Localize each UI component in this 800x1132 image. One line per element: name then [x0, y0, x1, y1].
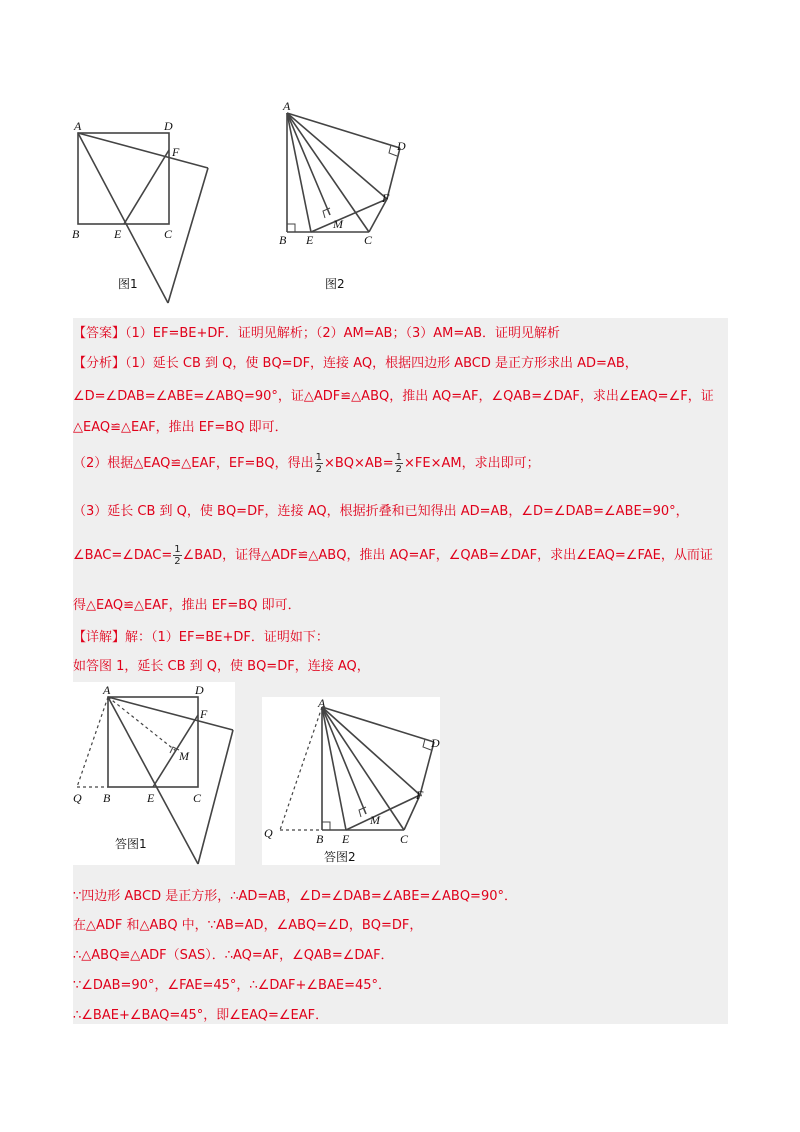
point-label: A: [318, 697, 326, 710]
point-label: M: [370, 813, 380, 827]
fraction: [315, 452, 323, 475]
point-label: F: [382, 191, 390, 205]
point-label: F: [172, 145, 180, 159]
point-label: D: [397, 139, 406, 153]
fraction-numerator: 1: [395, 452, 402, 463]
detail-line: ∴△ABQ≌△ADF（SAS）．∴AQ=AF，∠QAB=∠DAF．: [73, 948, 394, 963]
point-label: C: [400, 832, 409, 846]
point-label: C: [164, 227, 173, 241]
analysis-line-2: [73, 452, 540, 475]
analysis-line: 得△EAQ≌△EAF，推出 EF=BQ 即可．: [73, 598, 301, 613]
point-label: A: [283, 99, 291, 113]
point-label: F: [200, 707, 208, 721]
analysis-line: △EAQ≌△EAF，推出 EF=BQ 即可．: [73, 420, 288, 435]
figure-caption: 图1: [118, 277, 138, 291]
figure-2: [275, 98, 435, 298]
detail-line: ∵∠DAB=90°，∠FAE=45°，∴∠DAF+∠BAE=45°．: [73, 978, 392, 993]
fraction-denominator: 2: [174, 556, 181, 567]
fraction-numerator: 1: [174, 544, 181, 555]
detail-line: 如答图 1，延长 CB 到 Q，使 BQ=DF，连接 AQ，: [73, 659, 370, 674]
point-label: M: [333, 217, 343, 231]
figure-caption: 图2: [325, 277, 345, 291]
point-label: A: [103, 683, 111, 697]
answer-figure-2: [262, 697, 440, 865]
text-segment: ∠BAD，证得△ADF≌△ABQ，推出 AQ=AF，∠QAB=∠DAF，求出∠EAQ=∠FAE，从而证: [182, 548, 713, 563]
point-label: D: [431, 736, 440, 750]
point-label: B: [72, 227, 80, 241]
text-segment: ×FE×AM，求出即可；: [403, 456, 540, 471]
fraction-numerator: 1: [315, 452, 322, 463]
point-label: F: [416, 788, 424, 802]
point-label: D: [195, 683, 204, 697]
point-label: E: [306, 233, 314, 247]
point-label: M: [179, 749, 189, 763]
point-label: Q: [264, 826, 273, 840]
detail-line: ∴∠BAE+∠BAQ=45°，即∠EAQ=∠EAF．: [73, 1008, 329, 1023]
analysis-line-3: [73, 544, 713, 567]
fraction-denominator: 2: [395, 464, 402, 475]
analysis-line: （3）延长 CB 到 Q，使 BQ=DF，连接 AQ，根据折叠和已知得出 AD=AB，∠D=∠DAB=∠ABE=90°，: [73, 504, 689, 519]
figure-caption: 答图1: [115, 837, 147, 851]
point-label: E: [114, 227, 122, 241]
text-segment: ∠BAC=∠DAC=: [73, 548, 173, 563]
detail-line: 在△ADF 和△ABQ 中，∵AB=AD，∠ABQ=∠D，BQ=DF，: [73, 918, 423, 933]
point-label: B: [316, 832, 324, 846]
analysis-line: ∠D=∠DAB=∠ABE=∠ABQ=90°，证△ADF≌△ABQ，推出 AQ=AF，∠QAB=∠DAF，求出∠EAQ=∠F，证: [73, 389, 714, 404]
analysis-line: 【分析】（1）延长 CB 到 Q，使 BQ=DF，连接 AQ，根据四边形 ABCD 是正方形求出 AD=AB，: [73, 356, 638, 371]
answer-line: 【答案】（1）EF=BE+DF．证明见解析；（2）AM=AB；（3）AM=AB．证明见解析: [73, 326, 561, 341]
point-label: B: [279, 233, 287, 247]
fraction-denominator: 2: [315, 464, 322, 475]
point-label: C: [364, 233, 373, 247]
fraction: [173, 544, 181, 567]
text-segment: （2）根据△EAQ≌△EAF，EF=BQ，得出: [73, 456, 314, 471]
answer-figure-1: [73, 682, 235, 865]
fraction: [395, 452, 403, 475]
detail-line: ∵四边形 ABCD 是正方形，∴AD=AB，∠D=∠DAB=∠ABE=∠ABQ=90°．: [73, 889, 517, 904]
point-label: D: [164, 119, 173, 133]
figure-caption: 答图2: [324, 850, 356, 864]
figure-1: [60, 108, 220, 308]
detail-line: 【详解】解：（1）EF=BE+DF．证明如下：: [73, 630, 329, 645]
point-label: E: [147, 791, 155, 805]
text-segment: ×BQ×AB=: [323, 456, 394, 471]
point-label: B: [103, 791, 111, 805]
point-label: E: [342, 832, 350, 846]
point-label: C: [193, 791, 202, 805]
point-label: Q: [73, 791, 82, 805]
point-label: A: [74, 119, 82, 133]
